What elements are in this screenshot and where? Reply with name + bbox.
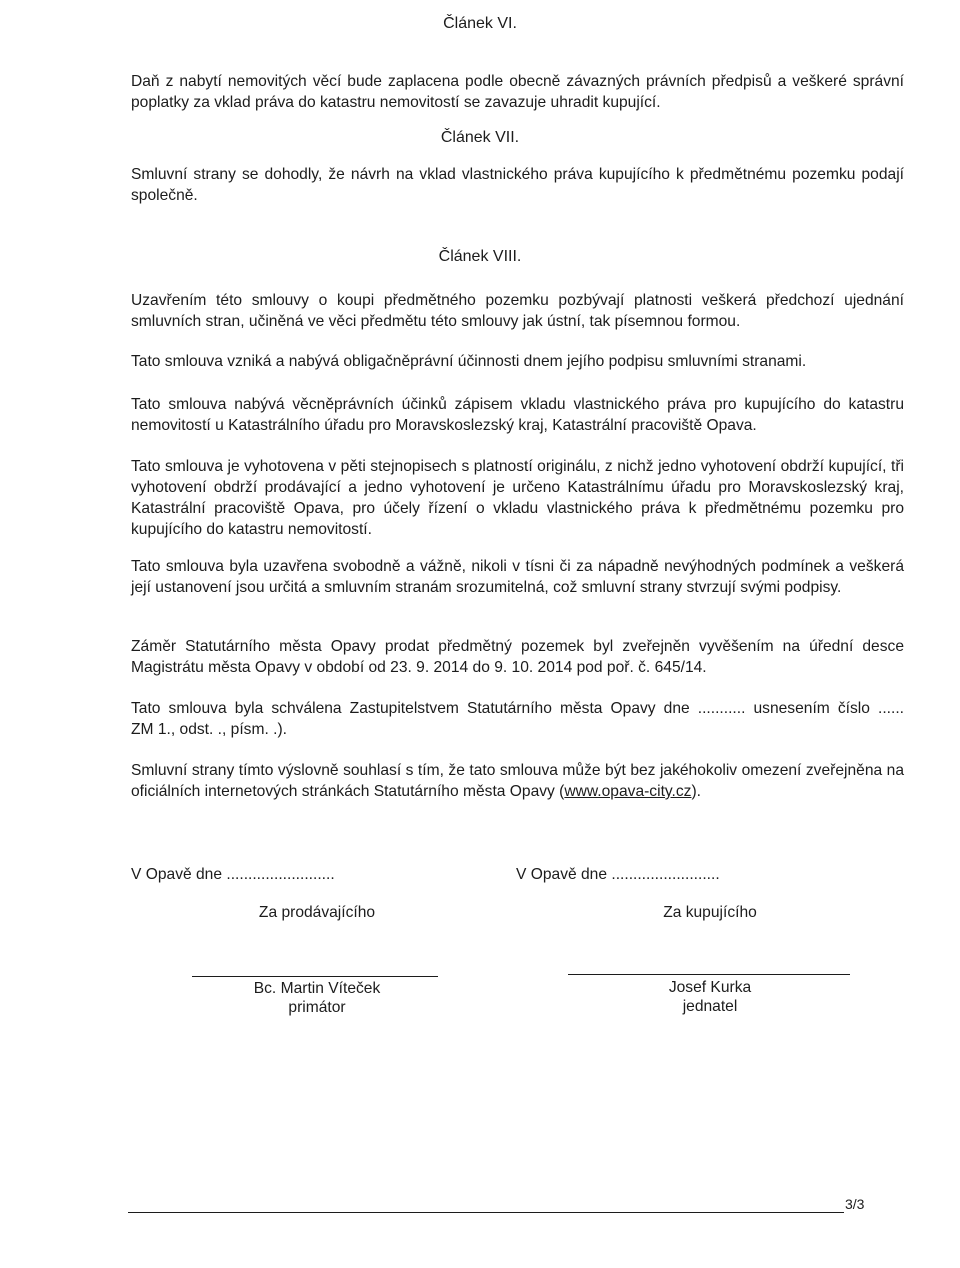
clanek-viii-paragraph-2: Tato smlouva vzniká a nabývá obligačněprávní účinnosti dnem jejího podpisu smluvními stranami. <box>131 353 807 370</box>
clanek-viii-paragraph-6: Záměr Statutárního města Opavy prodat předmětný pozemek byl zveřejněn vyvěšením na úřední desce Magistrátu města Opavy v období od 23. 9. 2014 do 9. 10. 2014 pod poř. č. 645/14. <box>131 638 904 676</box>
buyer-role: Za kupujícího <box>663 904 757 921</box>
page-number: 3/3 <box>845 1196 865 1212</box>
seller-name: Bc. Martin Víteček <box>253 980 381 997</box>
seller-title: primátor <box>288 999 346 1016</box>
heading-clanek-vi: Článek VI. <box>443 15 517 32</box>
clanek-vii-text: Smluvní strany se dohodly, že návrh na vklad vlastnického práva kupujícího k předmětnému pozemku podají společně. <box>131 166 904 204</box>
publication-consent-end: ). <box>691 783 702 800</box>
clanek-viii-paragraph-1: Uzavřením této smlouvy o koupi předmětného pozemku pozbývají platnosti veškerá předchozí ujednání smluvních stran, učiněná ve věci předmětu této smlouvy jak ústní, tak písemnou formou. <box>131 292 904 330</box>
clanek-viii-paragraph-7-line-1: Tato smlouva byla schválena Zastupitelstvem Statutárního města Opavy dne ........... usnesením číslo ...... <box>131 700 904 717</box>
buyer-title: jednatel <box>682 998 738 1015</box>
heading-clanek-viii: Článek VIII. <box>438 248 522 265</box>
website-link[interactable]: www.opava-city.cz <box>564 783 692 800</box>
seller-place-date: V Opavě dne ......................... <box>131 866 335 883</box>
footer-rule <box>128 1212 844 1213</box>
buyer-place-date: V Opavě dne ......................... <box>516 866 720 883</box>
publication-consent-text: Smluvní strany tímto výslovně souhlasí s tím, že tato smlouva může být bez jakéhokoliv omezení zveřejněna na oficiálních internetových stránkách Statutárního města Opavy ( <box>131 762 904 800</box>
heading-clanek-vii: Článek VII. <box>440 129 520 146</box>
buyer-signature-line <box>568 974 850 975</box>
seller-signature-line <box>192 976 438 977</box>
clanek-viii-paragraph-7-line-2: ZM 1., odst. ., písm. .). <box>131 721 287 738</box>
clanek-viii-paragraph-5: Tato smlouva byla uzavřena svobodně a vážně, nikoli v tísni či za nápadně nevýhodných podmínek a veškerá její ustanovení jsou určitá a smluvním stranám srozumitelná, což smluvní strany stvrzují svými podpisy. <box>131 558 904 596</box>
clanek-viii-paragraph-3: Tato smlouva nabývá věcněprávních účinků zápisem vkladu vlastnického práva pro kupujícího do katastru nemovitostí u Katastrálního úřadu pro Moravskoslezský kraj, Katastrální pracoviště Opava. <box>131 396 904 434</box>
clanek-vi-text: Daň z nabytí nemovitých věcí bude zaplacena podle obecně závazných právních předpisů a veškeré správní poplatky za vklad práva do katastru nemovitostí se zavazuje uhradit kupující. <box>131 73 904 111</box>
clanek-viii-paragraph-4: Tato smlouva je vyhotovena v pěti stejnopisech s platností originálu, z nichž jedno vyhotovení obdrží kupující, tři vyhotovení obdrží prodávající a jedno vyhotovení je určeno Katastrálnímu úřadu pro Moravskoslezský kraj, Katastrální pracoviště Opava, pro účely řízení o vkladu vlastnického práva k předmětnému pozemku pro kupujícího do katastru nemovitostí. <box>131 458 904 538</box>
seller-role: Za prodávajícího <box>258 904 376 921</box>
buyer-name: Josef Kurka <box>668 979 752 996</box>
clanek-viii-paragraph-8 <box>131 760 904 802</box>
